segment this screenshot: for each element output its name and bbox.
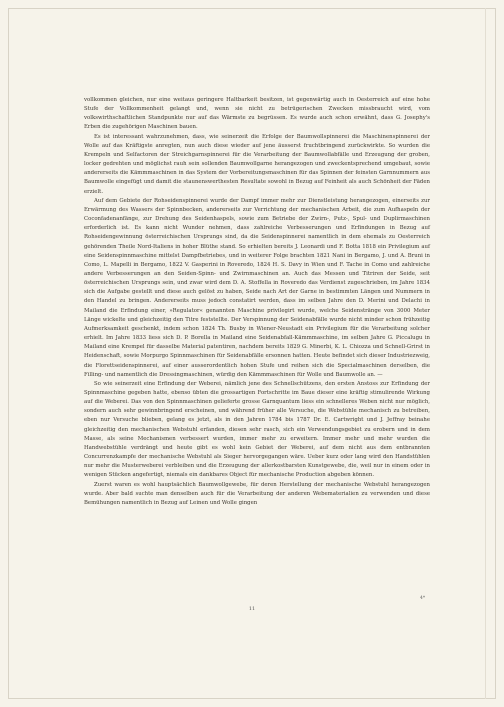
binding-edge <box>485 8 486 699</box>
paragraph-5: Zuerst waren es wohl hauptsächlich Baumwollgewebe, für deren Herstellung der mechanische Webstuhl herangezogen wurde. Aber bald suchte man denselben auch für die Verarbeitung der anderen Webematerialien zu verwenden und diese Bemühungen namentlich in Bezug auf Leinen und Wolle gingen <box>84 481 430 506</box>
paragraph-3: Auf dem Gebiete der Rohseidenspinnerei wurde der Dampf immer mehr zur Dienstleistung herangezogen, einerseits zur Erwärmung des Wassers der Spinnbecken, andererseits zur Verrichtung der mechanischen Arbeit, die zum Aufhaspeln der Coconfadenanfänge, zur Drehung des Seidenhaspels, sowie zum Betriebe der Zwirn-, Putz-, Spul- und Duplirmaschinen erforderlich ist. Es kann nicht Wunder nehmen, dass zahlreiche Verbesserungen und Erfindungen in Bezug auf Rohseidengewinnung österreichischen Ursprungs sind, da die Seidenspinnerei namentlich in dem ehemals zu Oesterreich gehörenden Theile Nord-Italiens in hoher Blüthe stand. So erhielten bereits J. Leonardi und F. Botta 1818 ein Privilegium auf eine Seidenspinnmaschine mittelst Dampfbetriebes, und in weiterer Folge brachten 1821 Nani in Bergamo, J. und A. Bruni in Como, L. Mapelli in Bergamo, 1822 V. Gasperini in Roveredo, 1824 H. S. Davy in Wien und F. Tache in Como und zahlreiche andere Verbesserungen an den Seiden-Spinn- und Zwirnmaschinen an. Auch das Messen und Titriren der Seide, seit österreichischen Ursprungs sein, und zwar wird dem D. A. Stoffella in Roveredo das Verdienst zugeschrieben, im Jahre 1834 sich die Aufgabe gestellt und diese auch gelöst zu haben, Seide nach Art der Garne in bestimmten Längen und Nummern in den Handel zu bringen. Andererseits muss jedoch constatirt werden, dass im selben Jahre den D. Merini und Delachi in Mailand die Erfindung einer, »Regulator« genannten Maschine privilegirt wurde, welche Seidenstränge von 3000 Meter Länge wickelte und gleichzeitig den Titre feststellte. Der Verspinnung der Seidenabfälle wurde nicht minder schon frühzeitig Aufmerksamkeit geschenkt, indem schon 1824 Th. Busby in Wiener-Neustadt ein Privilegium für die Verarbeitung solcher erhielt. Im Jahre 1833 liess sich D. P. Borella in Mailand eine Seidenabfall-Kämmmaschine, im selben Jahre G. Piccalugu in Mailand eine Krempel für dasselbe Material patentiren, nachdem bereits 1829 G. Minerbi, K. L. Chiozza und Schnell-Grirst in Heidenschaft, sowie Morpurgo Spinnmaschinen für Seidenabfälle ersonnen hatten. Heute befindet sich dieser Industriezweig, die Florettseidenspinnerei, auf einer ausserordentlich hohen Stufe und reihen sich die Specialmaschinen derselben, die Filling- und namentlich die Dressingmaschinen, würdig den Kämmmaschinen für Wolle und Baumwolle an. — <box>84 197 430 378</box>
signature-mark: 4* <box>420 596 426 601</box>
paragraph-1: vollkommen gleichen, nur eine weitaus geringere Haltbarkeit besitzen, ist gegenwärtig auch in Oesterreich auf eine hohe Stufe der Vollkommenheit gelangt und, wenn sie nicht zu betrügerischen Zwecken missbraucht wird, vom volkswirthschaftlichen Standpunkte nur auf das Wärmste zu begrüssen. Es wurde auch schon erwähnt, dass G. Josephy's Erben die zugehörigen Maschinen bauen. <box>84 97 430 131</box>
body-text <box>84 96 430 508</box>
paragraph-2: Es ist interessant wahrzunehmen, dass, wie seinerzeit die Erfolge der Baumwollspinnerei die Maschinenspinnerei der Wolle auf das Kräftigste anregten, nun auch diese wieder auf jene äusserst fruchtbringend zurückwirkte. So wurden die Krempeln und Selfactoren der Streichgarnspinnerei für die Verarbeitung der Baumwollabfälle und Erzeugung der groben, locker gedrehten und möglichst rauh sein sollenden Baumwollgarne herangezogen und zweckentsprechend umgebaut, sowie andererseits die Kämmmaschinen in das System der Vorbereitungsmaschinen für das Spinnen der feinsten Garnnummern aus Baumwolle eingefügt und damit die staunenswerthesten Resultate sowohl in Bezug auf Feinheit als auch Schönheit der Fäden erzielt. <box>84 133 430 195</box>
page-number: 11 <box>248 606 256 612</box>
paragraph-4: So wie seinerzeit eine Erfindung der Weberei, nämlich jene des Schnellschützens, den ersten Anstoss zur Erfindung der Spinnmaschine gegeben hatte, ebenso übten die grossartigen Fortschritte im Baue dieser eine kräftig stimulirende Wirkung auf die Weberei. Das von den Spinnmaschinen gelieferte grosse Garnquantum liess ein schnelleres Weben nicht nur möglich, sondern auch sehr gewinnbringend erscheinen, und während früher alle Versuche, die Webstühle mechanisch zu betreiben, eben nur Versuche blieben, gelang es jetzt, als in den Jahren 1784 bis 1787 Dr. E. Cartwright und J. Jeffray beinahe gleichzeitig den mechanischen Webstuhl erfanden, diesen sehr rasch, sich ein Verwendungsgebiet zu erobern und in dem Masse, als seine Mechanismen verbessert wurden, immer mehr zu erweitern. Immer mehr und mehr wurden die Handwebstühle verdrängt und heute gibt es wohl kein Gebiet der Weberei, auf dem nicht aus dem entbrannten Concurrenzkampfe der mechanische Webstuhl als Sieger hervorgegangen wäre. Ueber kurz oder lang wird den Handstühlen nur mehr die Musterweberei verbleiben und die Erzeugung der allerkostbarsten Kunstgewebe, die, weil nur in einem oder in wenigen Stücken angefertigt, niemals ein dankbares Object für mechanische Production abgeben können. <box>84 380 430 479</box>
